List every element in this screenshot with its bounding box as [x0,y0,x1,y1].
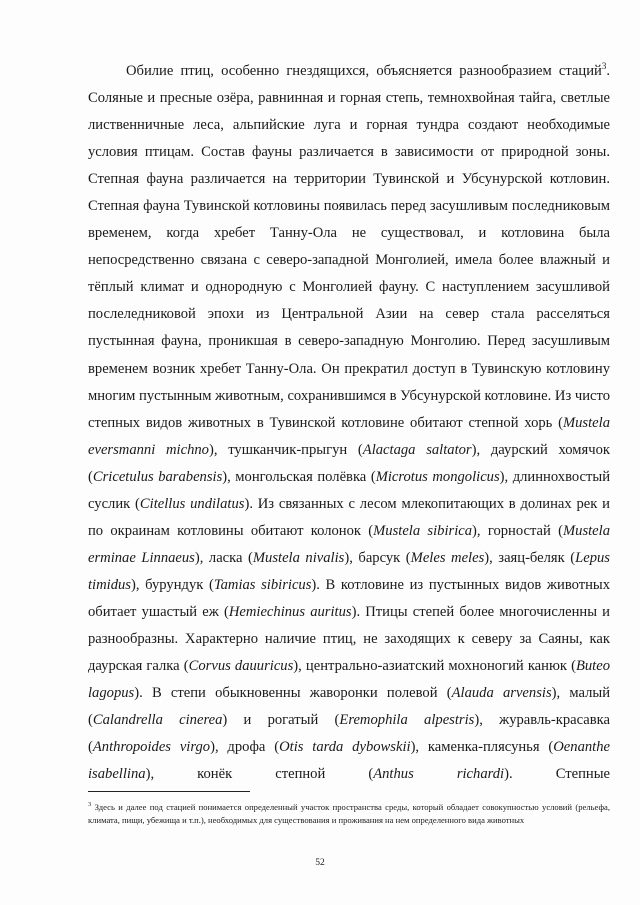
text-run: ). Из связанных с лесом млекопитающих в долинах рек и по окраинам котловины обитают колонок ( [88,495,610,539]
text-run: ), заяц-беляк ( [484,549,576,566]
footnote-reference: 3 [601,61,607,72]
species-name: Hemiechinus auritus [228,603,352,620]
species-name: Microtus mongolicus [375,468,500,485]
text-run: ), бурундук ( [130,576,214,593]
text-run: ), конёк степной ( [145,766,374,783]
species-name: Lepus timidus [88,549,610,593]
text-run: ). В степи обыкновенны жаворонки полевой ( [134,685,452,702]
text-run: ). В котловине из пустынных видов животных обитает ушастый еж ( [88,576,610,620]
text-run: ) и рогатый ( [222,712,340,729]
text-run: ), центрально-азиатский мохноногий канюк ( [293,658,576,675]
species-name: Alactaga saltator [362,441,472,458]
main-paragraph [88,58,610,788]
species-name: Calandrella cinerea [92,712,223,729]
text-run: . Соляные и пресные озёра, равнинная и горная степь, темнохвойная тайга, светлые лиственничные леса, альпийские луга и горная тундра создают необходимые условия птицам. Состав фауны различается в зависимости от природной зоны. Степная фауна различается на территории Тувинской и Убсунурской котловин. Степная фауна Тувинской котловины появилась перед засушливым последниковым временем, когда хребет Танну-Ола не существовал, и котловина была непосредственно связана с северо-западной Монголией, имела более влажный и тёплый климат и однородную с Монголией фауну. С наступлением засушливой послеледниковой эпохи из Центральной Азии на север стала расселяться пустынная фауна, проникшая в северо-западную Монголию. Перед засушливым временем возник хребет Танну-Ола. Он прекратил доступ в Тувинскую котловину многим пустынным животным, сохранившимся в Убсунурской котловине. Из чисто степных видов животных в Тувинской котловине обитают степной хорь ( [88,63,610,431]
species-name: Buteo lagopus [88,658,610,702]
text-run: ), монгольская полёвка ( [222,468,376,485]
text-run: ), даурский хомячок ( [88,441,610,485]
footnote-text: Здесь и далее под стацией понимается определенный участок пространства среды, который обладает совокупностью условий (рельефа, климата, пищи, убежища и т.п.), необходимых для существования и проживания на нем определенного вида животных [88,802,610,825]
species-name: Mustela sibirica [373,522,473,539]
footnote [88,801,610,827]
species-name: Meles meles [410,549,485,566]
text-run: ), барсук ( [344,549,411,566]
species-name: Cricetulus barabensis [92,468,223,485]
species-name: Anthus richardi [373,766,505,783]
species-name: Mustela erminae Linnaeus [88,522,611,566]
species-name: Otis tarda dybowskii [279,739,411,756]
species-name: Alauda arvensis [451,685,552,702]
species-name: Mustela nivalis [252,549,345,566]
text-run: ), дрофа ( [210,739,280,756]
species-name: Eremophila alpestris [339,712,475,729]
species-name: Oenanthe isabellina [88,739,611,783]
page-number: 52 [315,858,325,868]
text-run: ). Степные [504,766,610,783]
species-name: Anthropoides virgo [92,739,211,756]
species-name: Corvus dauuricus [188,658,294,675]
text-run: Обилие птиц, особенно гнездящихся, объясняется разнообразием стаций [126,63,602,79]
text-run: ), тушканчик-прыгун ( [208,441,363,458]
species-name: Mustela eversmanni michno [88,414,610,458]
species-name: Citellus undilatus [139,495,245,512]
text-run: ), журавль-красавка ( [88,712,610,756]
footnote-mark: 3 [88,801,92,809]
text-run: ). Птицы степей более многочисленны и разнообразны. Характерно наличие птиц, не заходящих к северу за Саяны, как даурская галка ( [88,603,610,675]
text-run: ), ласка ( [194,549,253,566]
footnote-separator [88,791,250,792]
text-run: ), каменка-плясунья ( [410,739,554,756]
text-run: ), длиннохвостый суслик ( [88,468,610,512]
text-run: ), горностай ( [472,522,563,539]
text-run: ), малый ( [88,685,610,729]
species-name: Tamias sibiricus [213,576,312,593]
